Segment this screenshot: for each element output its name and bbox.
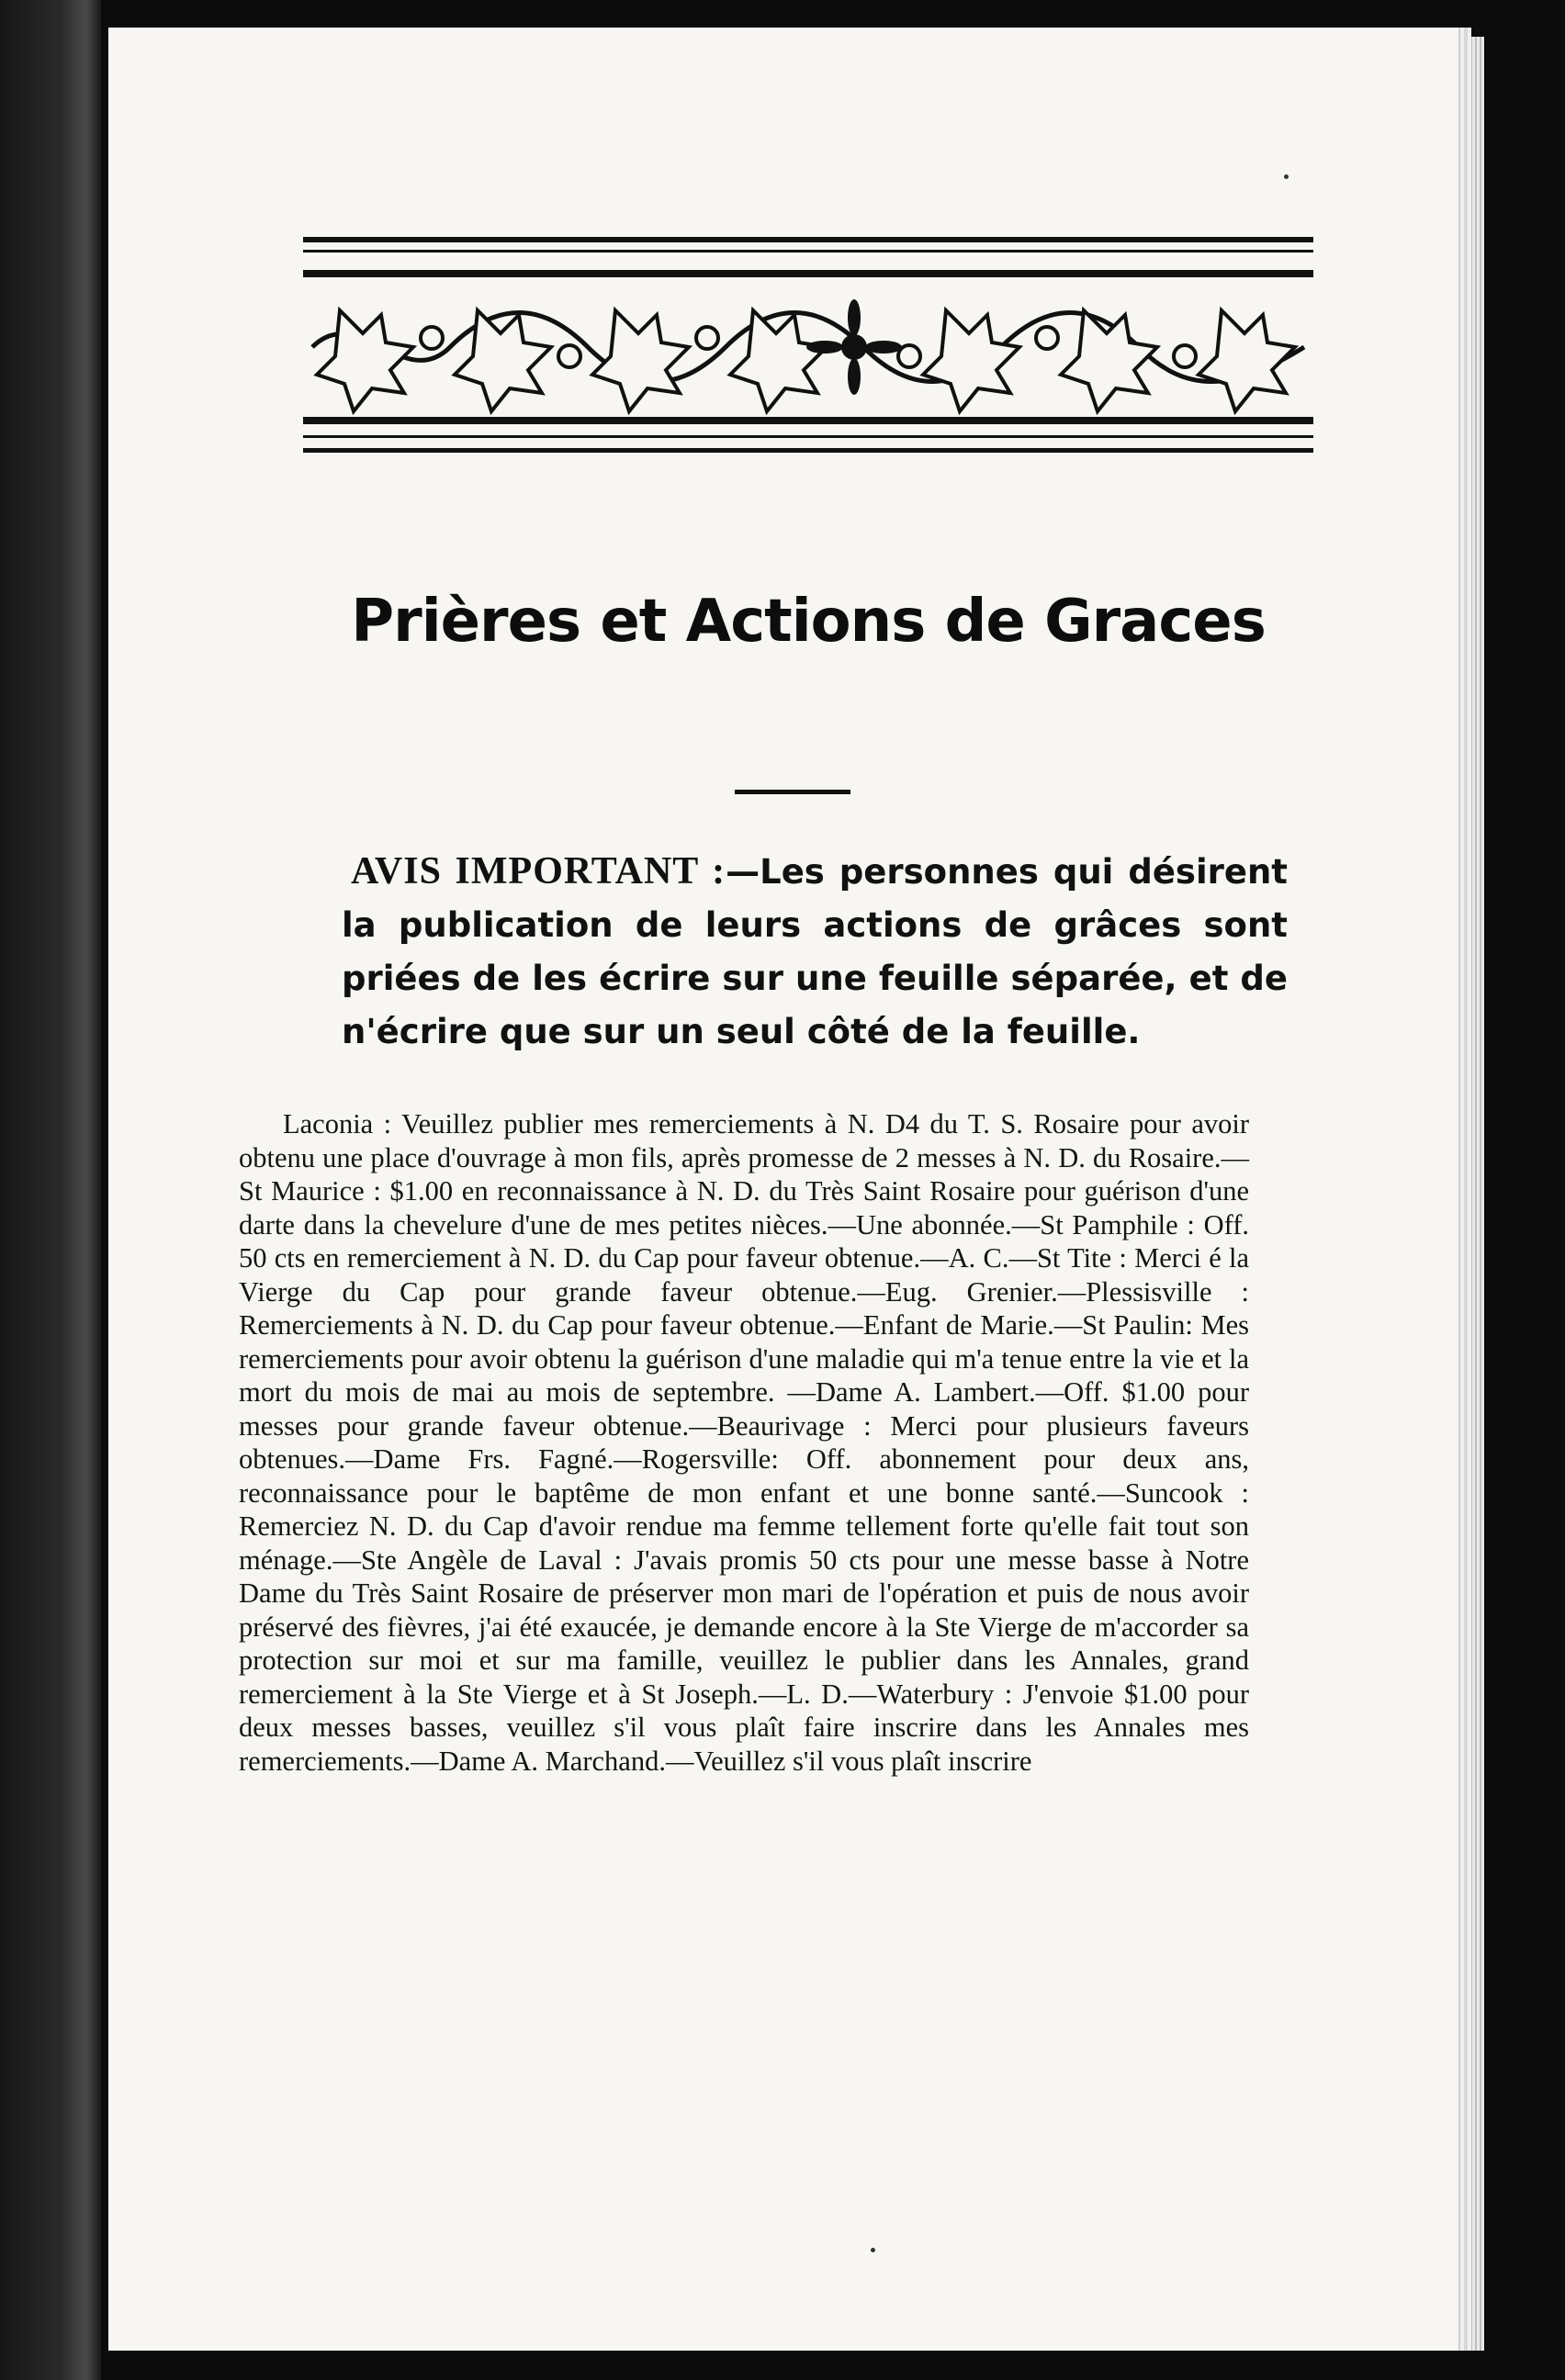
page-title: Prières et Actions de Graces bbox=[351, 588, 1266, 656]
leaf-motifs bbox=[317, 310, 1295, 411]
ornament-top-rule-3 bbox=[303, 270, 1313, 277]
notice-text: —Les personnes qui désirent la publication de leurs actions de grâces sont priées de les écrire sur une feuille séparée, et de n'écrire que sur un seul côté de la feuille. bbox=[342, 852, 1288, 1051]
important-notice bbox=[342, 845, 1288, 1059]
center-flower bbox=[806, 299, 902, 395]
page-stack-edge bbox=[1458, 37, 1484, 2351]
thanksgiving-body-text: Laconia : Veuillez publier mes remerciements à N. D4 du T. S. Rosaire pour avoir obtenu une place d'ouvrage à mon fils, après promesse de 2 messes à N. D. du Rosaire.—St Maurice : $1.00 en reconnaissance à N. D. du Très Saint Rosaire pour guérison d'une darte dans la chevelure d'une de mes petites nièces.—Une abonnée.—St Pamphile : Off. 50 cts en remerciement à N. D. du Cap pour faveur obtenue.—A. C.—St Tite : Merci é la Vierge du Cap pour grande faveur obtenue.—Eug. Grenier.—Plessisville : Remerciements à N. D. du Cap pour faveur obtenue.—Enfant de Marie.—St Paulin: Mes remerciements pour avoir obtenu la guérison d'une maladie qui m'a tenue entre la vie et la mort du mois de mai au mois de septembre. —Dame A. Lambert.—Off. $1.00 pour messes pour grande faveur obtenue.—Beaurivage : Merci pour plusieurs faveurs obtenues.—Dame Frs. Fagné.—Rogersville: Off. abonnement pour deux ans, reconnaissance pour le baptême de mon enfant et une bonne santé.—Suncook : Remerciez N. D. du Cap d'avoir rendue ma femme tellement forte qu'elle fait tout son ménage.—Ste Angèle de Laval : J'avais promis 50 cts pour une messe basse à Notre Dame du Très Saint Rosaire de préserver mon mari de l'opération et puis de nous avoir préservé des fièvres, j'ai été exaucée, je demande encore à la Ste Vierge de m'accorder sa protection sur moi et sur ma famille, veuillez le publier dans les Annales, grand remerciement à la Ste Vierge et à St Joseph.—L. D.—Waterbury : J'envoie $1.00 pour deux messes basses, veuillez s'il vous plaît faire inscrire dans les Annales mes remerciements.—Dame A. Marchand.—Veuillez s'il vous plaît inscrire bbox=[239, 1108, 1249, 1777]
ornamental-header-band bbox=[303, 237, 1313, 466]
print-speck bbox=[1284, 174, 1289, 179]
ornament-bottom-rule-2 bbox=[303, 435, 1313, 438]
notice-lead: AVIS IMPORTANT : bbox=[351, 850, 726, 892]
ornament-bottom-rule-3 bbox=[303, 448, 1313, 453]
ornament-bottom-rule-1 bbox=[303, 417, 1313, 424]
ornament-top-rule-2 bbox=[303, 250, 1313, 253]
book-spine-edge bbox=[0, 0, 101, 2380]
title-divider bbox=[735, 790, 850, 794]
ornament-top-rule-1 bbox=[303, 237, 1313, 242]
print-speck bbox=[871, 2248, 875, 2252]
